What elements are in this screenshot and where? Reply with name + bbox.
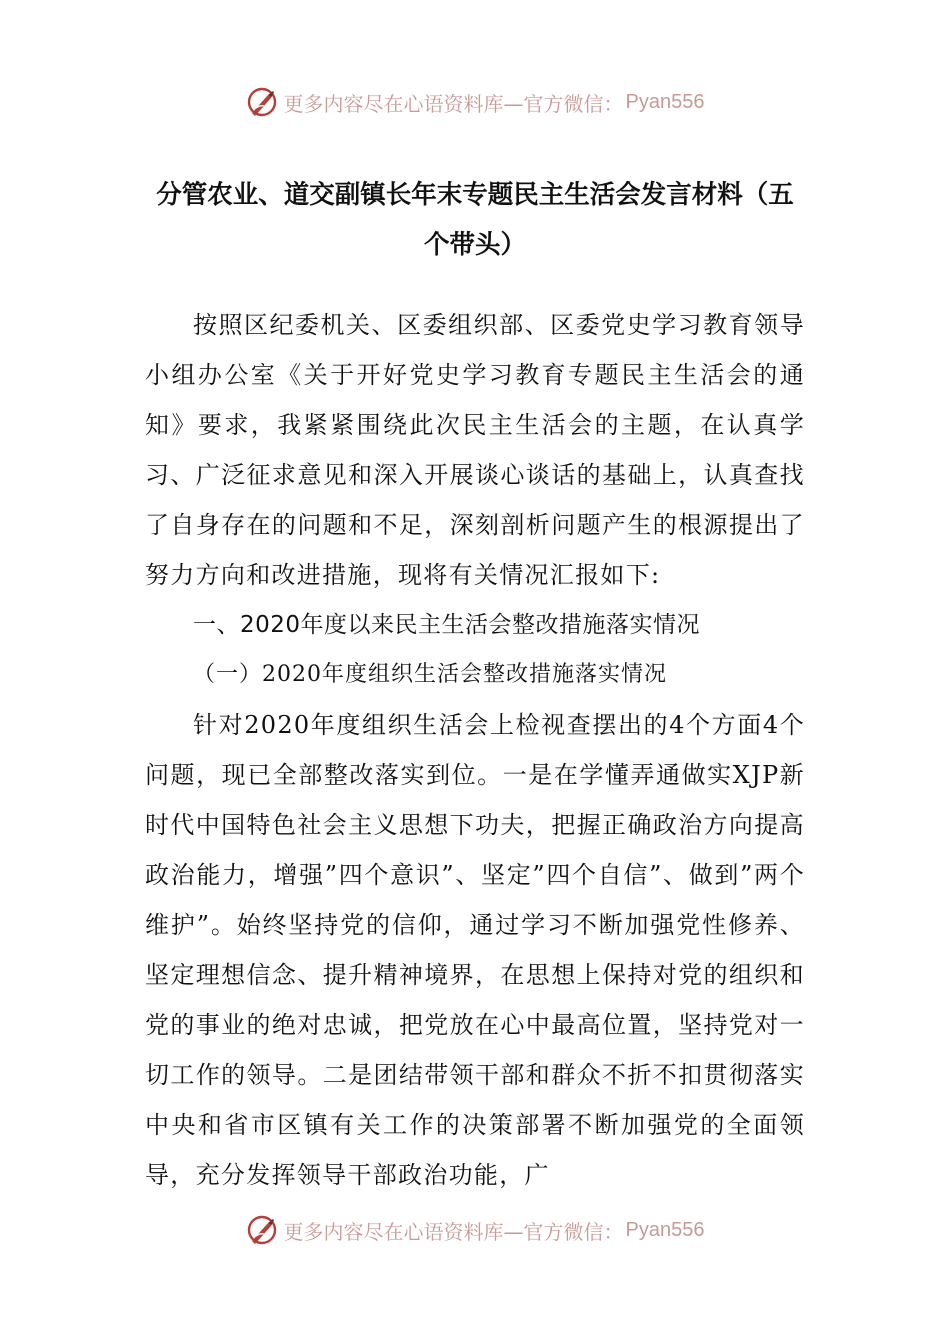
watermark-wechat-id: Pyan556 xyxy=(625,90,705,113)
pen-logo-icon xyxy=(246,86,278,118)
watermark-footer xyxy=(0,1210,950,1250)
document-body xyxy=(145,300,805,1200)
watermark-wechat-id: Pyan556 xyxy=(625,1218,705,1241)
intro-paragraph: 按照区纪委机关、区委组织部、区委党史学习教育领导小组办公室《关于开好党史学习教育专题民主生活会的通知》要求，我紧紧围绕此次民主生活会的主题，在认真学习、广泛征求意见和深入开展谈心谈话的基础上，认真查找了自身存在的问题和不足，深刻剖析问题产生的根源提出了努力方向和改进措施，现将有关情况汇报如下: xyxy=(145,311,805,589)
subsection-heading: （一）2020年度组织生活会整改措施落实情况 xyxy=(193,662,667,687)
pen-logo-icon xyxy=(246,1214,278,1246)
section-heading: 一、2020年度以来民主生活会整改措施落实情况 xyxy=(193,612,701,638)
body-paragraph: 针对2020年度组织生活会上检视查摆出的4个方面4个问题，现已全部整改落实到位。一是在学懂弄通做实XJP新时代中国特色社会主义思想下功夫，把握正确政治方向提高政治能力，增强”四个意识”、坚定”四个自信”、做到”两个维护”。始终坚持党的信仰，通过学习不断加强党性修养、坚定理想信念、提升精神境界，在思想上保持对党的组织和党的事业的绝对忠诚，把党放在心中最高位置，坚持党对一切工作的领导。二是团结带领干部和群众不折不扣贯彻落实中央和省市区镇有关工作的决策部署不断加强党的全面领导，充分发挥领导干部政治功能，广 xyxy=(145,711,805,1189)
watermark-text: 更多内容尽在心语资料库—官方微信： xyxy=(283,91,624,116)
document-title: 分管农业、道交副镇长年末专题民主生活会发言材料（五个带头） xyxy=(156,180,794,260)
watermark-header xyxy=(0,82,950,122)
watermark-text: 更多内容尽在心语资料库—官方微信： xyxy=(283,1219,624,1244)
